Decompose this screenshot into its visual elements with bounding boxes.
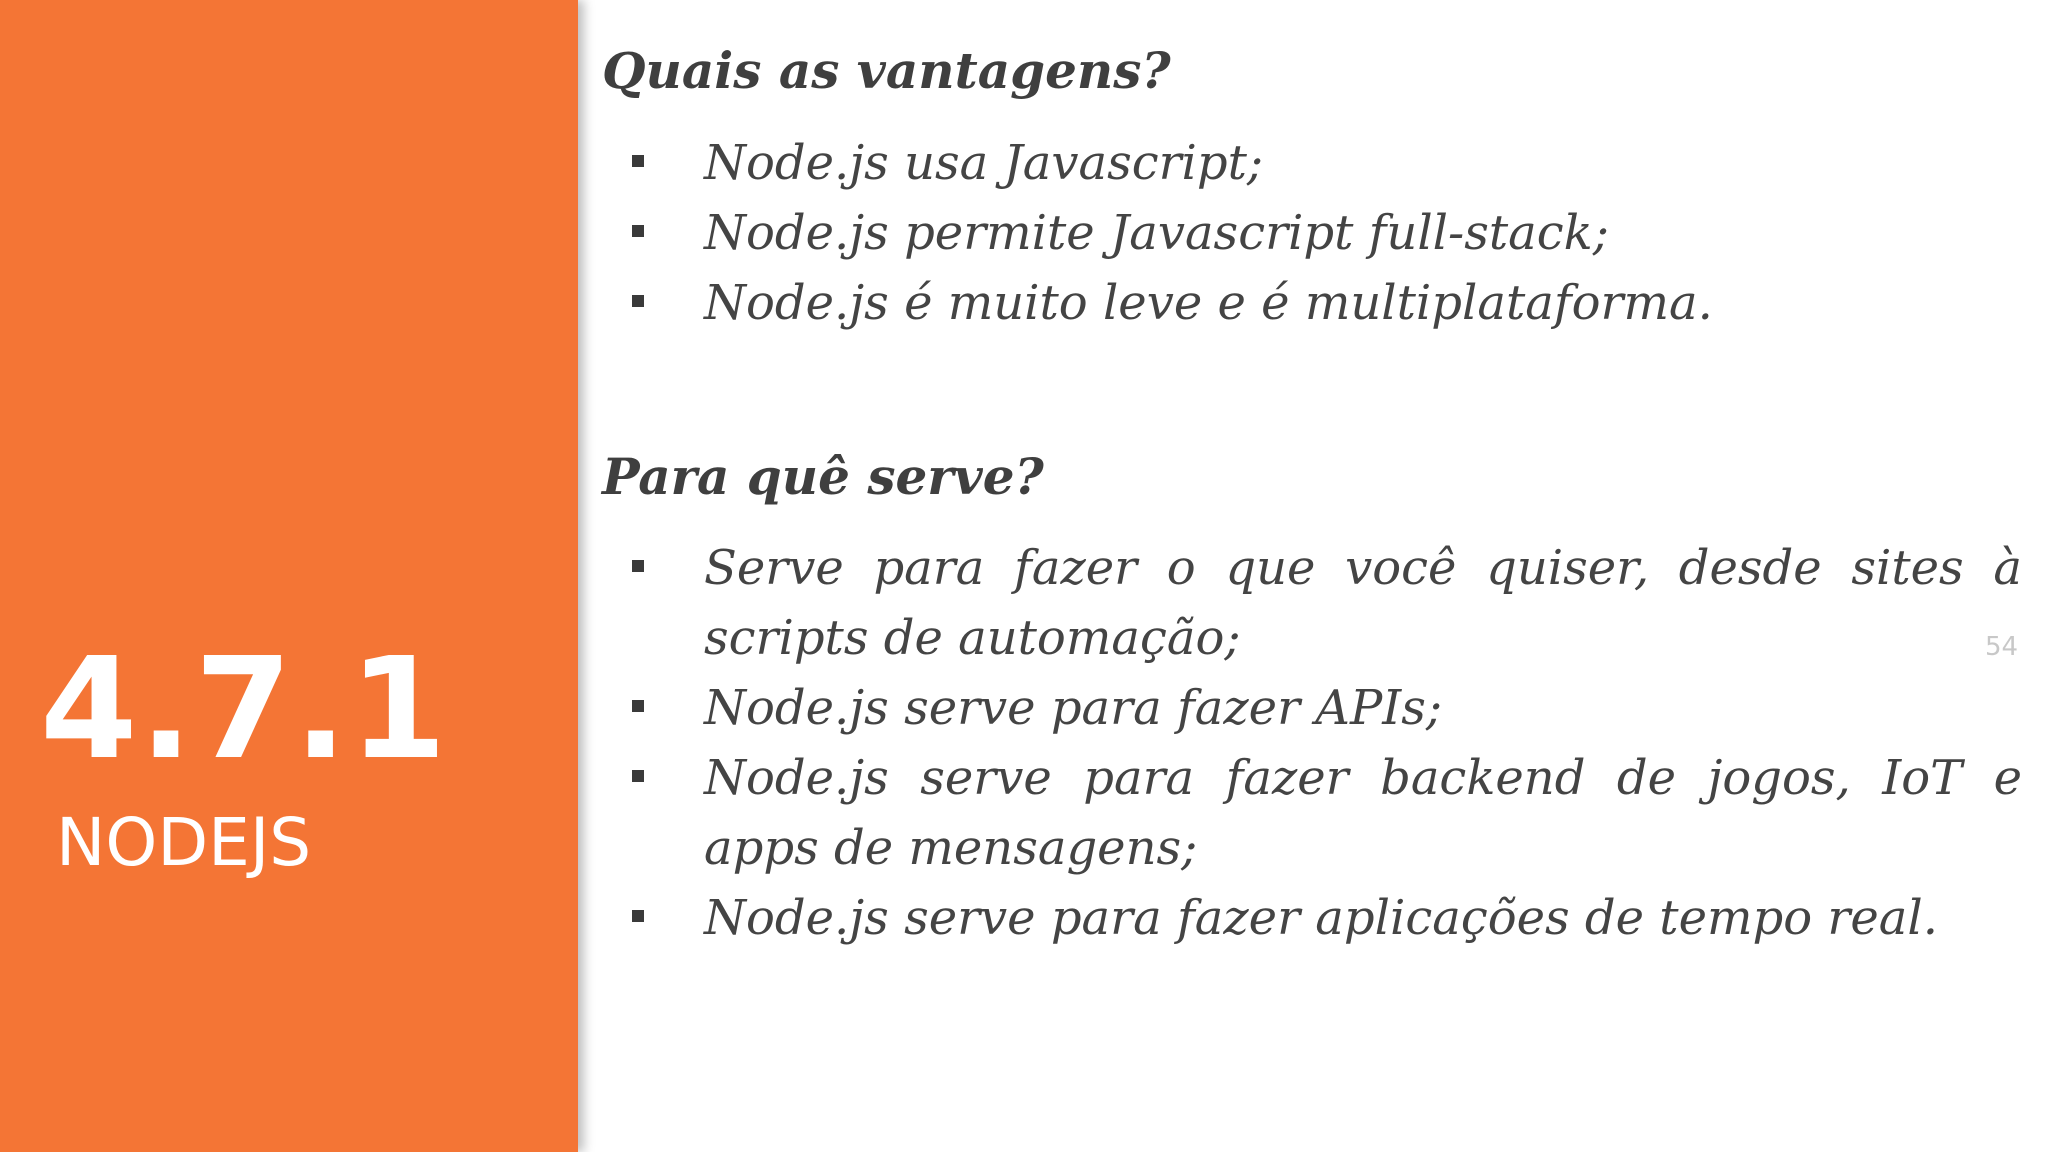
list-item-text: Node.js serve para fazer APIs; xyxy=(704,680,1442,736)
list-item-text: Node.js permite Javascript full-stack; xyxy=(704,205,1609,261)
square-bullet-icon xyxy=(632,770,644,782)
list-item xyxy=(602,883,2022,953)
list-item-text: Node.js usa Javascript; xyxy=(704,135,1264,191)
square-bullet-icon xyxy=(632,560,644,572)
square-bullet-icon xyxy=(632,155,644,167)
list-item xyxy=(602,533,2022,673)
list-item xyxy=(602,743,2022,883)
square-bullet-icon xyxy=(632,225,644,237)
advantages-list xyxy=(602,128,2022,338)
heading-purpose: Para quê serve? xyxy=(602,447,1044,506)
section-number: 4.7.1 xyxy=(40,628,449,791)
sidebar-panel xyxy=(0,0,578,1152)
section-title: NODEJS xyxy=(56,804,312,881)
list-item xyxy=(602,128,2022,198)
square-bullet-icon xyxy=(632,910,644,922)
square-bullet-icon xyxy=(632,700,644,712)
square-bullet-icon xyxy=(632,295,644,307)
list-item-text: Serve para fazer o que você quiser, desde sites à scripts de automação; xyxy=(704,540,2022,666)
purpose-list xyxy=(602,533,2022,953)
list-item-text: Node.js serve para fazer backend de jogos, IoT e apps de mensagens; xyxy=(704,750,2022,876)
list-item xyxy=(602,198,2022,268)
list-item-text: Node.js serve para fazer aplicações de tempo real. xyxy=(704,890,1938,946)
heading-advantages: Quais as vantagens? xyxy=(602,41,1171,100)
page-number: 54 xyxy=(1985,632,2019,662)
content-area xyxy=(602,0,2022,1152)
list-item-text: Node.js é muito leve e é multiplataforma. xyxy=(704,275,1713,331)
list-item xyxy=(602,268,2022,338)
list-item xyxy=(602,673,2022,743)
